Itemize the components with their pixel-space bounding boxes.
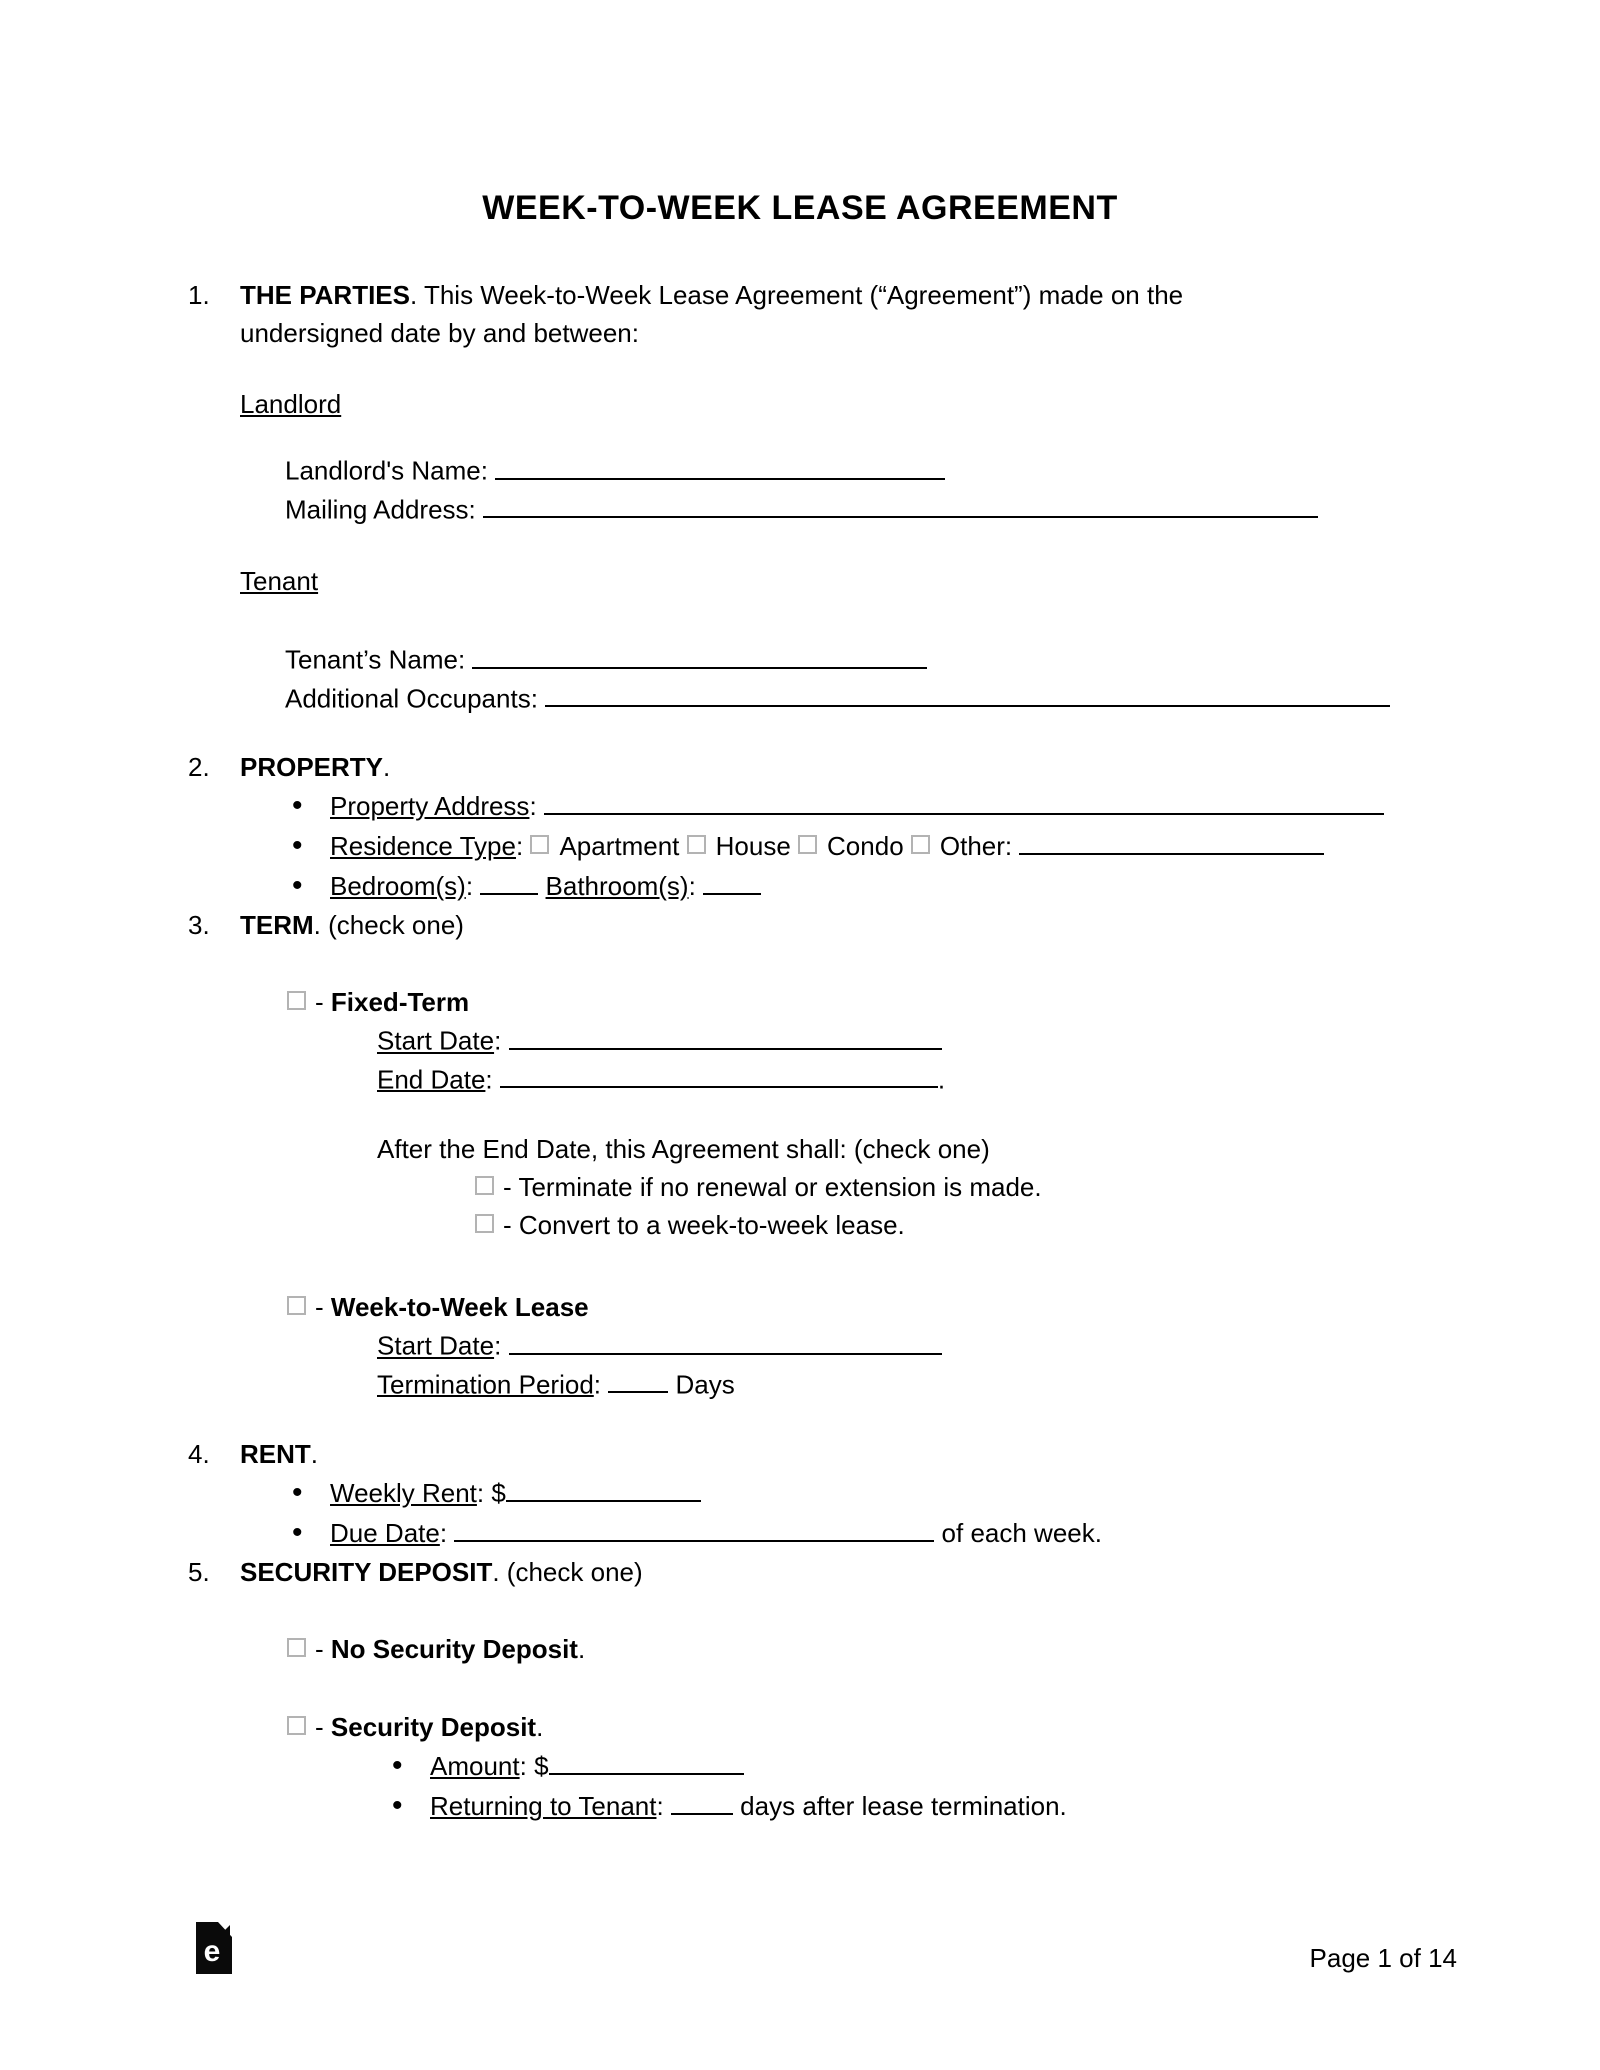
terminate-dash: - <box>503 1172 512 1203</box>
weekly-rent-item <box>330 1473 1412 1513</box>
rent-heading-row <box>240 1435 1412 1473</box>
eforms-logo <box>196 1922 232 1974</box>
no-deposit-checkbox[interactable] <box>287 1638 306 1657</box>
returning-item <box>430 1786 1412 1826</box>
terminate-label: Terminate if no renewal or extension is made. <box>518 1172 1042 1203</box>
parties-heading: THE PARTIES <box>240 280 410 310</box>
fixed-end-date-row <box>377 1060 1412 1099</box>
section-term-number: 3. <box>188 910 210 941</box>
parties-intro-text: . This Week-to-Week Lease Agreement (“Agreement”) made on the undersigned date by and between: <box>240 280 1184 348</box>
section-rent-number: 4. <box>188 1439 210 1470</box>
fixed-term-dash: - <box>315 987 324 1018</box>
fixed-term-fields <box>240 1021 1412 1098</box>
deposit-checkbox[interactable] <box>287 1716 306 1735</box>
tenant-name-row <box>285 640 1412 679</box>
landlord-fields <box>240 451 1412 528</box>
after-end-date-block <box>240 1130 1412 1244</box>
additional-occupants-input-line[interactable] <box>545 679 1390 708</box>
section-property <box>188 748 1412 906</box>
fixed-term-option-row <box>287 983 1412 1021</box>
eforms-logo-letter: e <box>203 1935 221 1968</box>
landlord-name-row <box>285 451 1412 490</box>
property-heading: PROPERTY <box>240 752 384 783</box>
house-label: House <box>715 831 791 862</box>
mailing-address-input-line[interactable] <box>483 490 1318 519</box>
section-rent <box>188 1435 1412 1553</box>
section-term-body <box>240 906 1412 1435</box>
section-deposit-number: 5. <box>188 1557 210 1588</box>
no-deposit-dash: - <box>315 1634 324 1665</box>
condo-label: Condo <box>827 831 904 862</box>
week-to-week-label: Week-to-Week Lease <box>330 1292 589 1323</box>
returning-input-line[interactable] <box>671 1787 733 1816</box>
week-start-date-label: Start Date: <box>377 1330 502 1361</box>
deposit-amount-input-line[interactable] <box>549 1747 744 1776</box>
tenant-heading: Tenant <box>240 566 319 597</box>
term-heading: TERM <box>240 910 314 941</box>
weekly-rent-currency: $ <box>491 1478 506 1509</box>
landlord-heading: Landlord <box>240 389 342 419</box>
other-input-line[interactable] <box>1019 827 1324 856</box>
fixed-end-date-label: End Date: <box>377 1064 493 1095</box>
property-address-label: Property Address: <box>330 791 537 822</box>
terminate-option-row <box>475 1168 1412 1206</box>
apartment-checkbox[interactable] <box>530 835 549 854</box>
bedrooms-input-line[interactable] <box>480 867 538 896</box>
week-start-date-row <box>377 1326 1412 1365</box>
section-term <box>188 906 1412 1435</box>
property-bullet-list <box>240 786 1412 906</box>
deposit-amount-label: Amount: <box>430 1751 527 1782</box>
no-deposit-label: No Security Deposit. <box>330 1634 586 1665</box>
fixed-end-date-period: . <box>937 1064 946 1095</box>
week-to-week-dash: - <box>315 1292 324 1323</box>
residence-option-house <box>687 831 791 861</box>
mailing-address-row <box>285 490 1412 529</box>
property-heading-row <box>240 748 1412 786</box>
weekly-rent-input-line[interactable] <box>506 1474 701 1503</box>
residence-option-other <box>911 831 1324 861</box>
fixed-start-date-label: Start Date: <box>377 1025 502 1056</box>
deposit-dash: - <box>315 1712 324 1743</box>
termination-period-label: Termination Period: <box>377 1369 602 1400</box>
deposit-bullet-list <box>240 1746 1412 1826</box>
week-to-week-option-row <box>287 1288 1412 1326</box>
document-content <box>188 188 1412 1826</box>
deposit-option-row <box>287 1708 1412 1746</box>
week-to-week-fields <box>240 1326 1412 1403</box>
parties-intro <box>240 276 1250 352</box>
termination-period-row <box>377 1365 1412 1404</box>
property-address-item <box>330 786 1412 826</box>
no-deposit-option-row <box>287 1630 1412 1668</box>
section-property-body <box>240 748 1412 906</box>
due-date-label: Due Date: <box>330 1518 448 1549</box>
house-checkbox[interactable] <box>687 835 706 854</box>
deposit-heading: SECURITY DEPOSIT <box>240 1557 493 1588</box>
rent-bullet-list <box>240 1473 1412 1553</box>
fixed-start-date-input-line[interactable] <box>509 1021 942 1050</box>
residence-option-condo <box>798 831 904 861</box>
section-parties-number: 1. <box>188 280 210 310</box>
landlord-heading-row <box>240 385 1412 423</box>
due-date-item <box>330 1513 1412 1553</box>
section-parties <box>188 276 1412 748</box>
week-to-week-checkbox[interactable] <box>287 1296 306 1315</box>
tenant-heading-row <box>240 562 1412 600</box>
term-heading-suffix: . (check one) <box>313 910 464 941</box>
condo-checkbox[interactable] <box>798 835 817 854</box>
fixed-term-label: Fixed-Term <box>330 987 470 1018</box>
deposit-amount-item <box>430 1746 1412 1786</box>
deposit-label: Security Deposit. <box>330 1712 544 1743</box>
termination-period-input-line[interactable] <box>608 1365 668 1394</box>
section-deposit-body <box>240 1553 1412 1826</box>
landlord-name-label: Landlord's Name: <box>285 455 488 486</box>
page-indicator: Page 1 of 14 <box>1309 1943 1457 1973</box>
fixed-term-checkbox[interactable] <box>287 991 306 1010</box>
convert-label: Convert to a week-to-week lease. <box>518 1210 905 1241</box>
fixed-start-date-row <box>377 1021 1412 1060</box>
residence-type-label: Residence Type: <box>330 831 524 862</box>
returning-suffix: days after lease termination. <box>740 1791 1067 1822</box>
bathrooms-label: Bathroom(s): <box>545 871 696 902</box>
deposit-heading-row <box>240 1553 1412 1591</box>
section-property-number: 2. <box>188 752 210 783</box>
other-label: Other: <box>939 831 1013 862</box>
fixed-end-date-input-line[interactable] <box>500 1060 938 1089</box>
term-heading-row <box>240 906 1412 944</box>
residence-type-item <box>330 826 1412 866</box>
other-checkbox[interactable] <box>911 835 930 854</box>
section-rent-body <box>240 1435 1412 1553</box>
bathrooms-input-line[interactable] <box>703 867 761 896</box>
convert-option-row <box>475 1206 1412 1244</box>
mailing-address-label: Mailing Address: <box>285 494 476 525</box>
deposit-heading-suffix: . (check one) <box>492 1557 643 1588</box>
bedrooms-label: Bedroom(s): <box>330 871 474 902</box>
week-start-date-input-line[interactable] <box>509 1326 942 1355</box>
rooms-item <box>330 866 1412 906</box>
terminate-checkbox[interactable] <box>475 1176 494 1195</box>
apartment-label: Apartment <box>559 831 680 862</box>
additional-occupants-row <box>285 679 1412 718</box>
rent-heading: RENT <box>240 1439 311 1470</box>
termination-period-suffix: Days <box>675 1369 735 1400</box>
weekly-rent-label: Weekly Rent: <box>330 1478 485 1509</box>
convert-checkbox[interactable] <box>475 1214 494 1233</box>
section-deposit <box>188 1553 1412 1826</box>
landlord-name-input-line[interactable] <box>495 451 945 480</box>
tenant-fields <box>240 640 1412 717</box>
property-address-input-line[interactable] <box>544 787 1384 816</box>
additional-occupants-label: Additional Occupants: <box>285 683 538 714</box>
due-date-input-line[interactable] <box>454 1514 934 1543</box>
returning-label: Returning to Tenant: <box>430 1791 664 1822</box>
after-end-date-note: After the End Date, this Agreement shall: (check one) <box>377 1134 990 1165</box>
section-parties-body <box>240 276 1412 748</box>
due-date-suffix: of each week. <box>941 1518 1102 1549</box>
tenant-name-label: Tenant’s Name: <box>285 644 466 675</box>
document-title: WEEK-TO-WEEK LEASE AGREEMENT <box>482 189 1118 227</box>
residence-option-apartment <box>530 831 679 861</box>
property-heading-suffix: . <box>383 752 391 783</box>
deposit-amount-currency: $ <box>534 1751 549 1782</box>
tenant-name-input-line[interactable] <box>472 640 927 669</box>
rent-heading-suffix: . <box>310 1439 319 1470</box>
convert-dash: - <box>503 1210 512 1241</box>
